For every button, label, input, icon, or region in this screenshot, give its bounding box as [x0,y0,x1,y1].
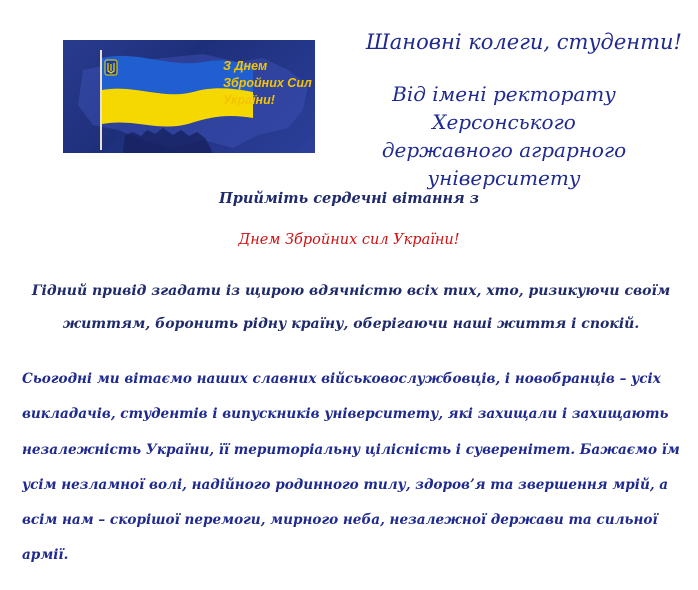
gratitude-paragraph [20,275,682,341]
gratitude-line: життям, боронить рідну країну, оберігаючи наші життя і спокій. [62,316,640,332]
armed-forces-day-banner [63,40,315,153]
accept-congratulations-line: Прийміть сердечні вітання з [219,190,479,207]
rectorate-line: державного аграрного [381,138,627,162]
paragraph-line: Сьогодні ми вітаємо наших славних військовослужбовців, і новобранців – усіх [22,371,661,387]
rectorate-address [318,80,690,192]
paragraph-line: всім нам – скорішої перемоги, мирного неба, незалежної держави та сильної [22,512,658,529]
banner-caption-line: Збройних Сил [223,76,312,90]
main-greeting-paragraph [22,362,682,574]
paragraph-line: викладачів, студентів і випускників університету, які захищали і захищають [22,406,669,423]
banner-caption-line: України! [223,93,275,107]
rectorate-line: Від імені ректорату Херсонського [392,82,616,134]
trident-icon [105,60,117,75]
paragraph-line: усім незламної волі, надійного родинного тилу, здоров’я та звершення мрій, а [22,476,669,493]
rectorate-line: університету [427,166,581,190]
paragraph-line: незалежність України, її територіальну цілісність і суверенітет. Бажаємо їм [22,441,680,458]
holiday-name-line: Днем Збройних сил України! [238,232,460,248]
gratitude-line: Гідний привід згадати із щирою вдячністю всіх тих, хто, ризикуючи своїм [31,283,671,299]
greeting-heading: Шановні колеги, студенти! [365,30,682,54]
banner-caption-line: З Днем [223,59,268,73]
paragraph-line: армії. [22,547,69,564]
banner-caption [223,58,313,109]
